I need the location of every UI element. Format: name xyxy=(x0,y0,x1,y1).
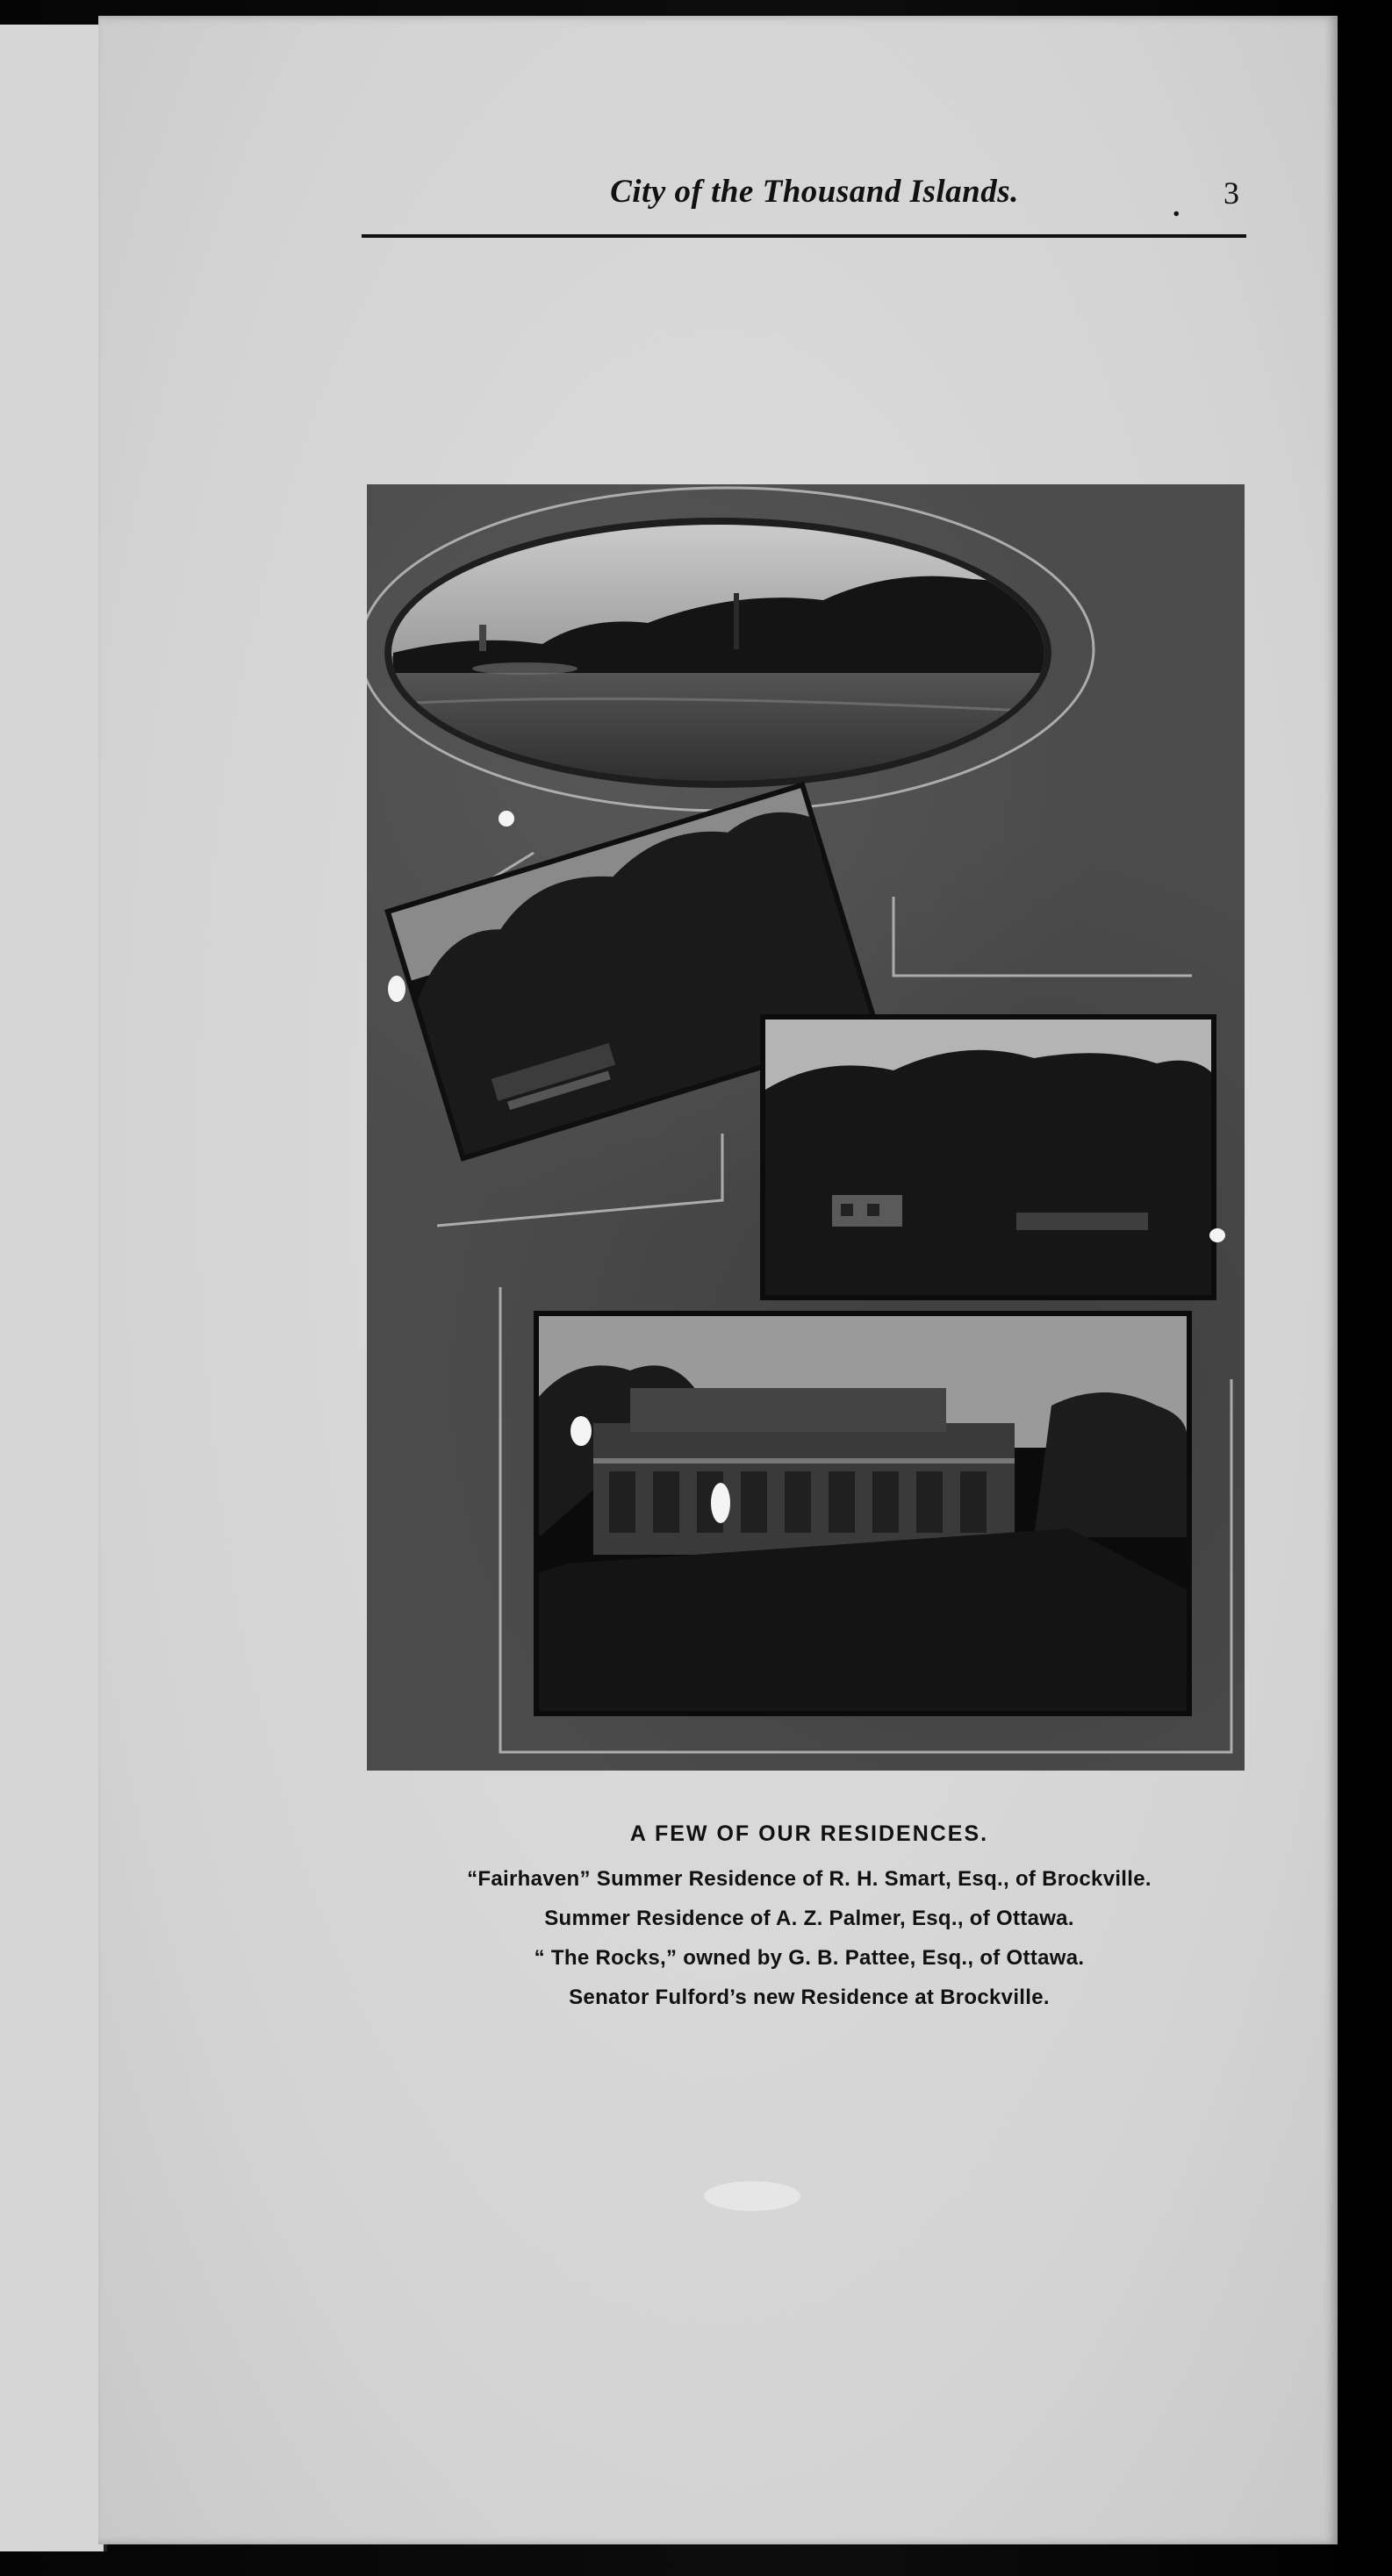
paper-speck xyxy=(388,976,405,1002)
caption-line: “Fairhaven” Summer Residence of R. H. Smart, Esq., of Brockville. xyxy=(467,1867,1152,1891)
paper-speck xyxy=(1209,1228,1225,1242)
oval-water-photo xyxy=(367,511,1069,797)
caption-line: Summer Residence of A. Z. Palmer, Esq., of Ottawa. xyxy=(544,1907,1074,1930)
large-residence-photo xyxy=(534,1311,1192,1716)
facing-page-edge xyxy=(0,25,107,2551)
running-title: City of the Thousand Islands. xyxy=(610,174,1019,210)
photo-collage xyxy=(367,484,1245,1771)
paper-speck xyxy=(711,1483,730,1523)
book-page xyxy=(98,16,1338,2544)
cottage-shoreline-photo xyxy=(760,1014,1216,1300)
paper-speck xyxy=(570,1416,592,1446)
header-dot: . xyxy=(1173,190,1180,223)
running-header xyxy=(362,169,1246,238)
photo-plate xyxy=(367,484,1245,1771)
caption-title: A FEW OF OUR RESIDENCES. xyxy=(629,1821,989,1846)
caption-line: “ The Rocks,” owned by G. B. Pattee, Esq., of Ottawa. xyxy=(534,1946,1085,1970)
paper-blemish xyxy=(704,2181,800,2211)
page-number: 3 xyxy=(1223,175,1239,211)
caption-line: Senator Fulford’s new Residence at Brockville. xyxy=(569,1986,1050,2009)
paper-speck xyxy=(499,811,514,826)
plate-caption xyxy=(300,1821,1318,2017)
